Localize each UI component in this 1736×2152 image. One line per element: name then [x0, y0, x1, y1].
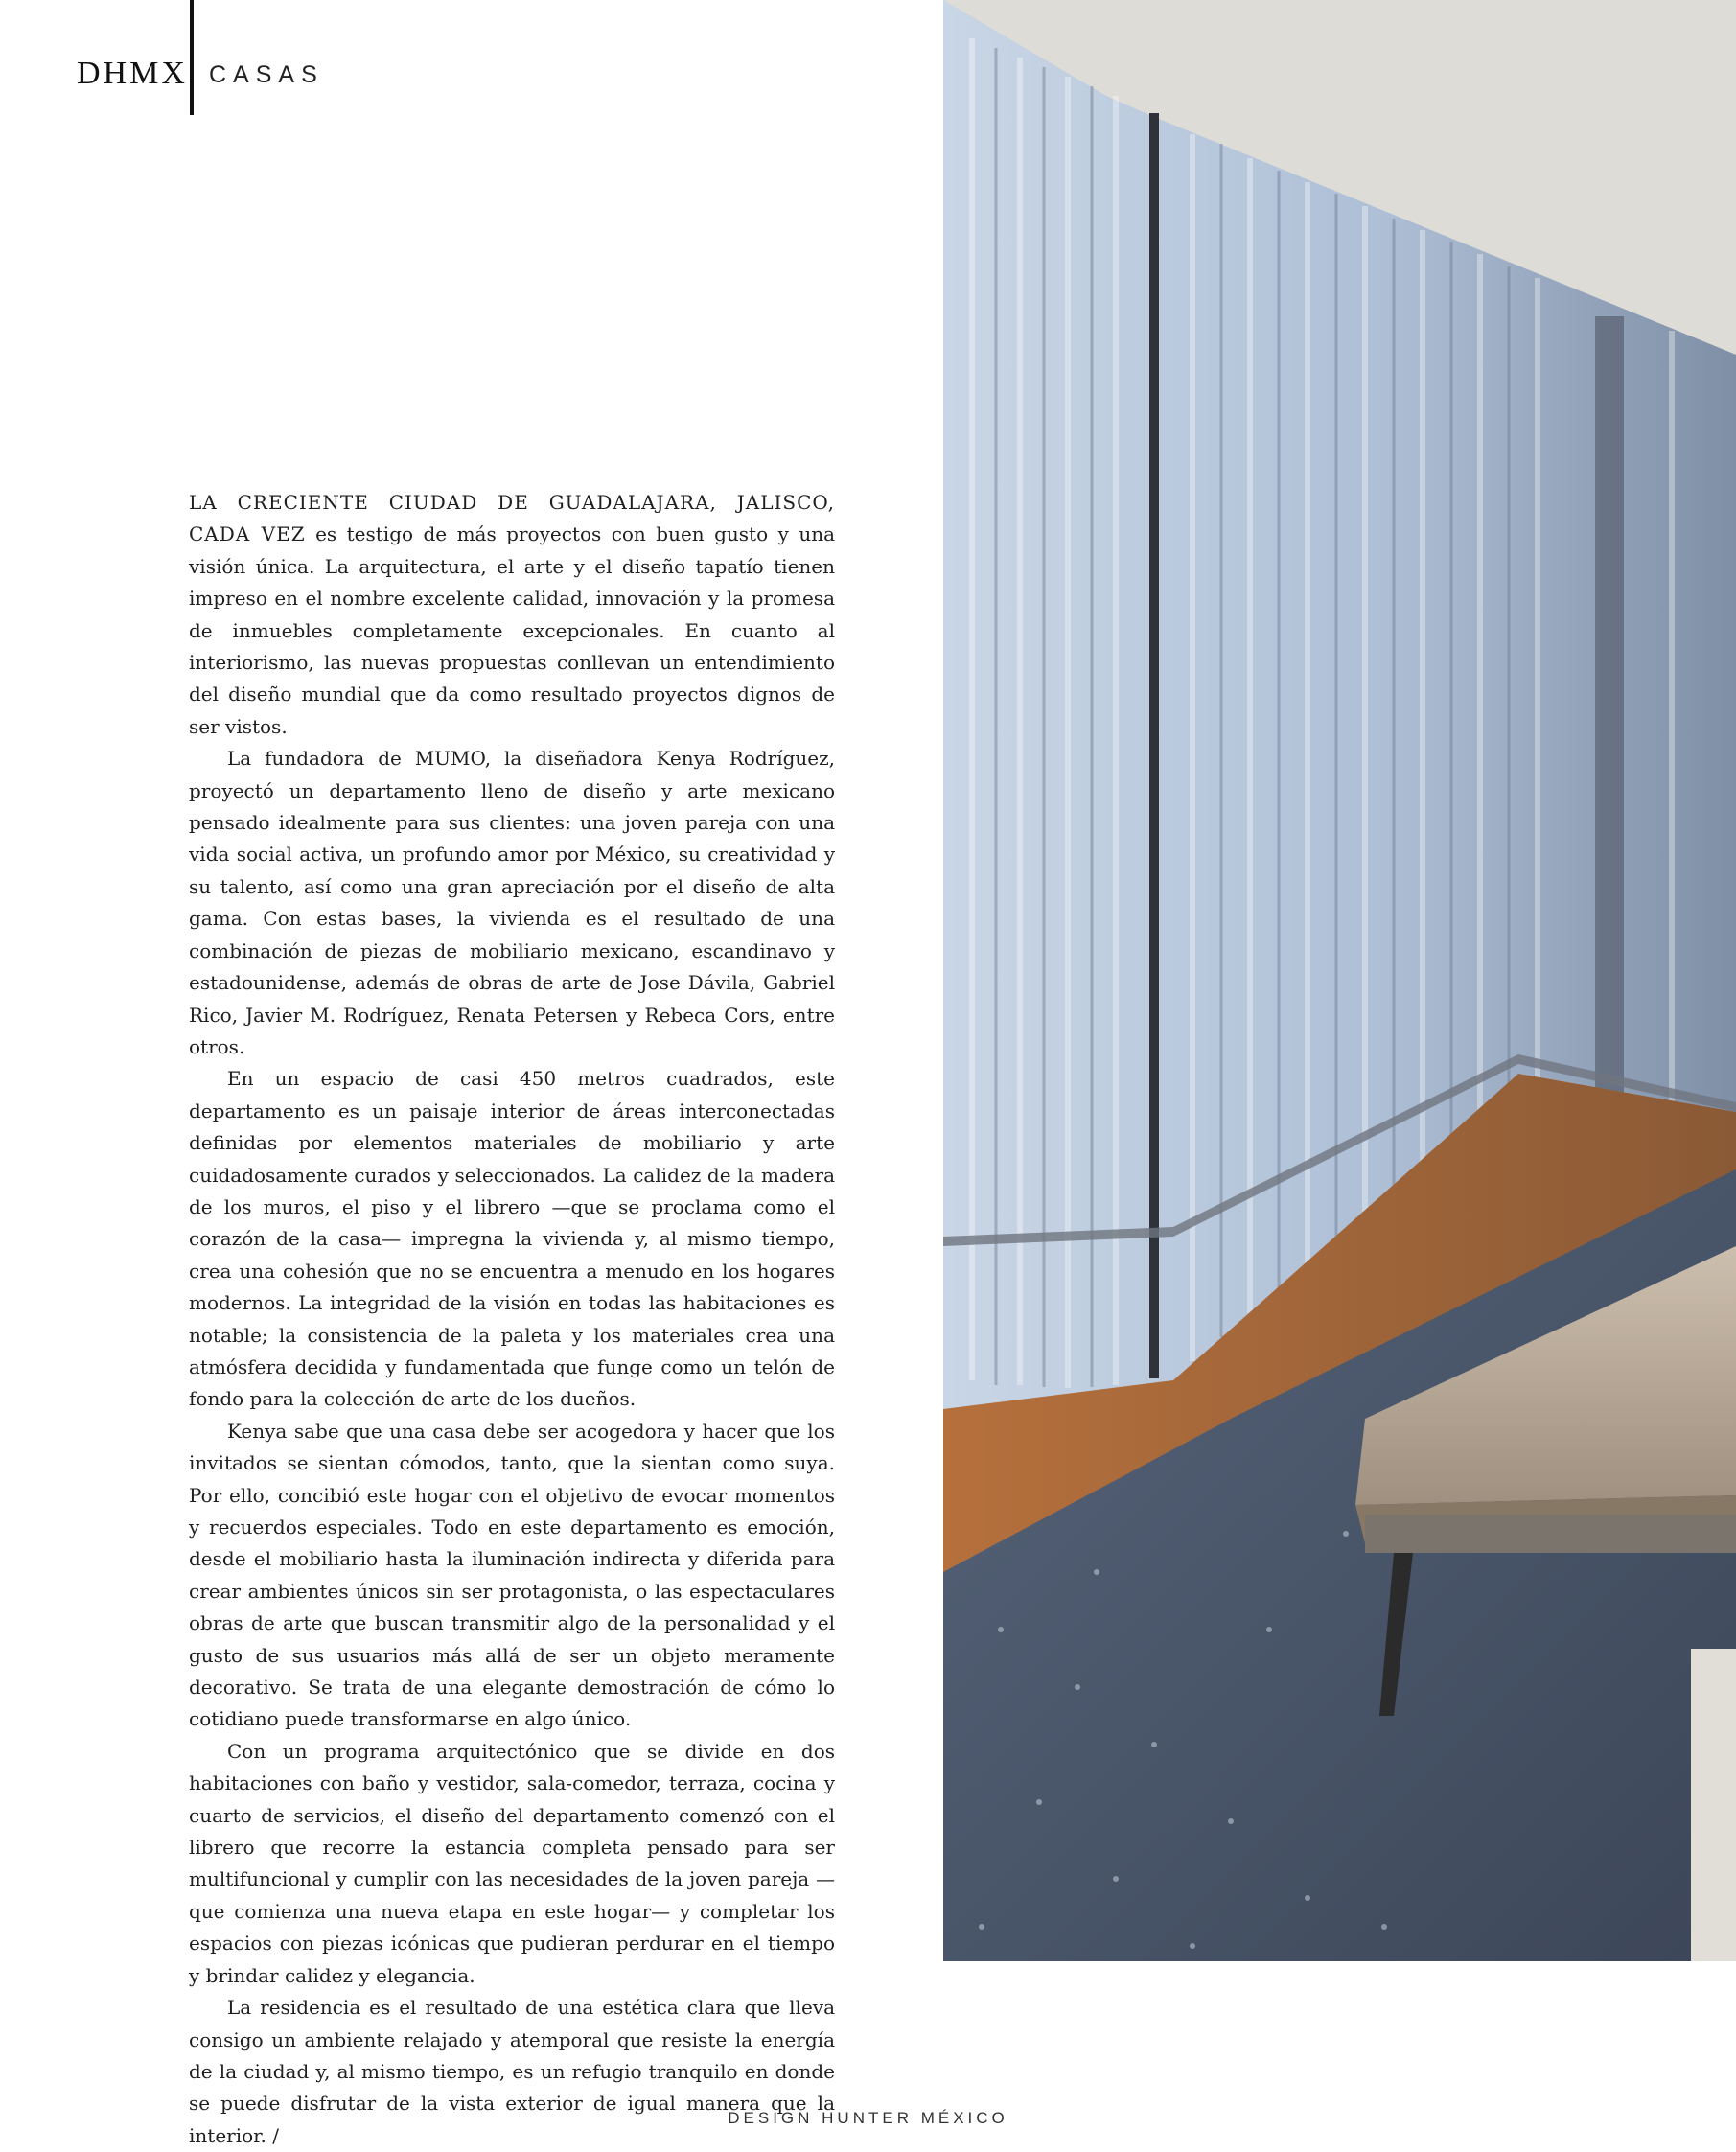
article-paragraph-3: En un espacio de casi 450 metros cuadrados, este departamento es un paisaje interior de áreas interconectadas definidas por elementos materiales de mobiliario y arte cuidadosamente curados y seleccionados. La calidez de la madera de los muros, el piso y el librero —que se proclama como el corazón de la casa— impregna la vivienda y, al mismo tiempo, crea una cohesión que no se encuentra a menudo en los hogares modernos. La integridad de la visión en todas las habitaciones es notable; la consistencia de la paleta y los materiales crea una atmósfera decidida y fundamentada que funge como un telón de fondo para la colección de arte de los dueños. [189, 1067, 835, 1411]
lead-in: LA CRECIENTE CIUDAD DE GUADALAJARA, JALISCO, CADA VEZ [189, 491, 835, 546]
article-paragraph-1 [189, 487, 835, 743]
article-paragraph-5: Con un programa arquitectónico que se divide en dos habitaciones con baño y vestidor, sala-comedor, terraza, cocina y cuarto de servicios, el diseño del departamento comenzó con el librero que recorre la estancia completa pensado para ser multifuncional y cumplir con las necesidades de la joven pareja —que comienza una nueva etapa en este hogar— y completar los espacios con piezas icónicas que pudieran perdurar en el tiempo y brindar calidez y elegancia. [189, 1739, 835, 1987]
footer-publication: DESIGN HUNTER MÉXICO [728, 2109, 1008, 2127]
paragraph-text: es testigo de más proyectos con buen gusto y una visión única. La arquitectura, el arte y el diseño tapatío tienen impreso en el nombre excelente calidad, innovación y la promesa de inmuebles completamente excepcionales. En cuanto al interiorismo, las nuevas propuestas conllevan un entendimiento del diseño mundial que da como resultado proyectos dignos de ser vistos. [189, 522, 836, 738]
article-paragraph-4: Kenya sabe que una casa debe ser acogedora y hacer que los invitados se sientan cómodos, tanto, que la sientan como suya. Por ello, concibió este hogar con el objetivo de evocar momentos y recuerdos especiales. Todo en este departamento es emoción, desde el mobiliario hasta la iluminación indirecta y diferida para crear ambientes únicos sin ser protagonista, o las espectaculares obras de arte que buscan transmitir algo de la personalidad y el gusto de sus usuarios más allá de ser un objeto meramente decorativo. Se trata de una elegante demostración de cómo lo cotidiano puede transformarse en algo único. [189, 1419, 835, 1731]
section-label: CASAS [209, 61, 324, 88]
article-paragraph-2: La fundadora de MUMO, la diseñadora Kenya Rodríguez, proyectó un departamento lleno de diseño y arte mexicano pensado idealmente para sus clientes: una joven pareja con una vida social activa, un profundo amor por México, su creatividad y su talento, así como una gran apreciación por el diseño de alta gama. Con estas bases, la vivienda es el resultado de una combinación de piezas de mobiliario mexicano, escandinavo y estadounidense, además de obras de arte de Jose Dávila, Gabriel Rico, Javier M. Rodríguez, Renata Petersen y Rebeca Cors, entre otros. [189, 747, 835, 1058]
header-divider [190, 0, 194, 115]
article-paragraph-6: La residencia es el resultado de una estética clara que lleva consigo un ambiente relajado y atemporal que resiste la energía de la ciudad y, al mismo tiempo, es un refugio tranquilo en donde se puede disfrutar de la vista exterior de igual manera que la interior. / [189, 1996, 835, 2147]
magazine-logo: DHMX [77, 56, 188, 91]
article-body [189, 487, 835, 2152]
interior-photo [943, 0, 1736, 1961]
